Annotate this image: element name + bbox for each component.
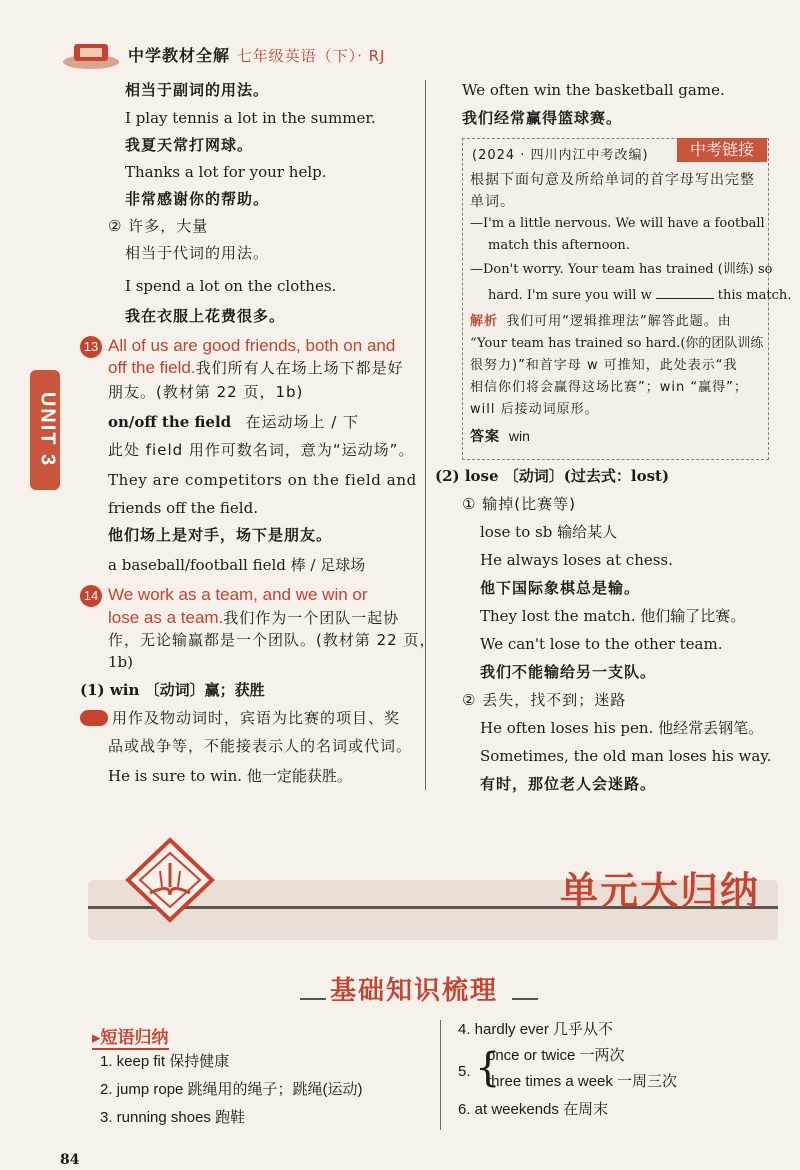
answer-blank[interactable] [656, 284, 714, 299]
text-line: 我在衣服上花费很多。 [125, 307, 286, 325]
text-line: 1b) [108, 653, 133, 671]
phrase-item-number: 5. [458, 1063, 471, 1080]
column-divider [425, 80, 426, 790]
text-line: 单词。 [470, 194, 515, 210]
sentence-13: 13 All of us are good friends, both on and [80, 336, 395, 358]
phrase-item: 4. hardly ever 几乎从不 [458, 1021, 614, 1038]
page-number: 84 [60, 1152, 80, 1168]
exam-link-tag: 中考链接 [677, 138, 767, 162]
sentence-14: 14 We work as a team, and we win or [80, 585, 368, 607]
text-line: 有时，那位老人会迷路。 [480, 775, 657, 793]
text-line: 我夏天常打网球。 [125, 136, 254, 154]
text-line: 我们不能输给另一支队。 [480, 663, 657, 681]
text-line: ② 丢失，找不到；迷路 [462, 691, 627, 709]
word-heading-lose: (2) lose 〔动词〕(过去式：lost) [435, 467, 670, 485]
text-line: He always loses at chess. [480, 551, 673, 569]
text-line: 作，无论输赢都是一个团队。(教材第 22 页， [108, 631, 436, 649]
number-badge: 14 [80, 585, 102, 607]
text-line: friends off the field. [108, 499, 258, 517]
header-logo [60, 40, 122, 70]
question-source: (2024 · 四川内江中考改编) [472, 148, 649, 163]
text-line: Thanks a lot for your help. [125, 163, 327, 181]
text-line: I play tennis a lot in the summer. [125, 109, 376, 127]
text-line: We often win the basketball game. [462, 81, 725, 99]
text-line: They lost the match. 他们输了比赛。 [480, 607, 746, 625]
analysis-line: 解析 我们可用“逻辑推理法”解答此题。由 [470, 314, 732, 329]
phrase-item: once or twice 一两次 [487, 1047, 625, 1064]
text-line: ② 许多，大量 [108, 217, 209, 235]
text-line: 相当于代词的用法。 [125, 244, 270, 262]
brace-icon: { [475, 1045, 501, 1091]
text-line: 品或战争等，不能接表示人的名词或代词。 [108, 737, 413, 755]
column-divider-bottom [440, 1020, 441, 1130]
text-line: 朋友。(教材第 22 页，1b) [108, 383, 304, 401]
text-line: —I'm a little nervous. We will have a football [470, 216, 765, 231]
text-line: a baseball/football field 棒 / 足球场 [108, 556, 366, 574]
text-line: Sometimes, the old man loses his way. [480, 747, 772, 765]
text-line: 他们场上是对手，场下是朋友。 [108, 526, 333, 544]
header-title: 中学教材全解 七年级英语（下）· RJ [128, 46, 386, 65]
text-line: 非常感谢你的帮助。 [125, 190, 270, 208]
word-heading-win: (1) win 〔动词〕赢；获胜 [80, 681, 265, 699]
title-rule-left [300, 998, 326, 1000]
unit-tab: UNIT 3 [30, 370, 60, 490]
text-line: 此处 field 用作可数名词，意为“运动场”。 [108, 441, 415, 459]
phrase-item: 1. keep fit 保持健康 [100, 1053, 230, 1070]
text-line: lose to sb 输给某人 [480, 523, 618, 541]
phrase-line: on/off the field 在运动场上 / 下 [108, 413, 360, 431]
banner-title: 单元大归纳 [560, 869, 761, 913]
text-line: 根据下面句意及所给单词的首字母写出完整 [470, 172, 755, 188]
text-line: 相信你们将会赢得这场比赛”；win “赢得”； [470, 380, 748, 395]
text-line: I spend a lot on the clothes. [125, 277, 337, 295]
book-emblem-icon [120, 835, 220, 925]
subsection-title: ▸短语归纳 [92, 1028, 169, 1048]
text-line: We can't lose to the other team. [480, 635, 723, 653]
number-badge: 13 [80, 336, 102, 358]
tip-badge-icon [80, 710, 108, 726]
text-line: 我们经常赢得篮球赛。 [462, 109, 623, 127]
phrase-item: three times a week 一周三次 [487, 1073, 678, 1090]
sentence-14-line2: lose as a team.我们作为一个团队一起协 [108, 608, 400, 627]
answer-line: 答案 win [470, 428, 530, 445]
phrase-item: 6. at weekends 在周末 [458, 1101, 609, 1118]
text-line: 相当于副词的用法。 [125, 81, 270, 99]
text-line: He is sure to win. 他一定能获胜。 [108, 767, 352, 785]
phrase-item: 3. running shoes 跑鞋 [100, 1109, 246, 1126]
fill-blank-line: hard. I'm sure you will w this match. [488, 284, 791, 306]
phrase-item: 2. jump rope 跳绳用的绳子；跳绳(运动) [100, 1081, 363, 1098]
title-rule-right [512, 998, 538, 1000]
text-line: 用作及物动词时，宾语为比赛的项目、奖 [112, 709, 401, 727]
text-line: 他下国际象棋总是输。 [480, 579, 641, 597]
text-line: “Your team has trained so hard.(你的团队训练 [470, 336, 764, 351]
section-title: 基础知识梳理 [330, 976, 499, 1006]
sentence-13-line2: off the field.我们所有人在场上场下都是好 [108, 358, 404, 377]
text-line: —Don't worry. Your team has trained (训练) so [470, 262, 773, 277]
text-line: match this afternoon. [488, 238, 630, 253]
text-line: will 后接动词原形。 [470, 402, 599, 417]
text-line: He often loses his pen. 他经常丢钢笔。 [480, 719, 764, 737]
text-line: They are competitors on the field and [108, 471, 417, 489]
text-line: 很努力)”和首字母 w 可推知，此处表示“我 [470, 358, 738, 373]
text-line: ① 输掉(比赛等) [462, 495, 576, 513]
